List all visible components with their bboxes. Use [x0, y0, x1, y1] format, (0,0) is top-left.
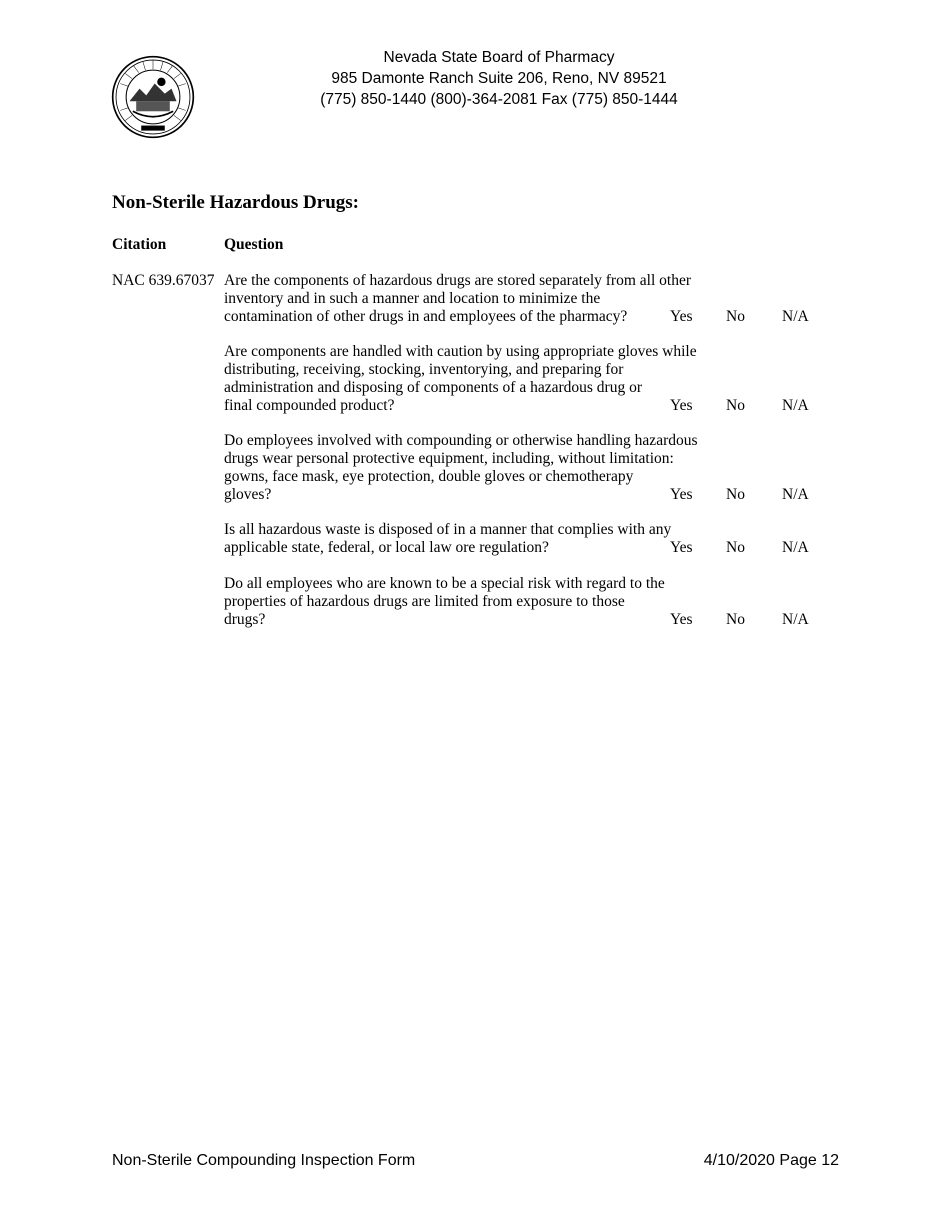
- question-1-line: contamination of other drugs in and employees of the pharmacy?: [224, 308, 628, 325]
- letterhead-phone-fax: (775) 850-1440 (800)-364-2081 Fax (775) 850-1444: [320, 91, 678, 108]
- question-5-line: Do all employees who are known to be a special risk with regard to the: [224, 575, 665, 592]
- question-4-answer-yes[interactable]: Yes: [670, 539, 693, 556]
- question-5-answer-no[interactable]: No: [726, 611, 745, 628]
- question-5-answer-yes[interactable]: Yes: [670, 611, 693, 628]
- question-1-line: inventory and in such a manner and location to minimize the: [224, 290, 601, 307]
- question-5-answer-na[interactable]: N/A: [782, 611, 809, 628]
- question-3-answer-na[interactable]: N/A: [782, 486, 809, 503]
- question-2-line: distributing, receiving, stocking, inventorying, and preparing for: [224, 361, 624, 378]
- footer-form-title: Non-Sterile Compounding Inspection Form: [112, 1152, 416, 1169]
- question-3-line: gloves?: [224, 486, 272, 503]
- question-5: [224, 575, 702, 629]
- question-2-answer-na[interactable]: N/A: [782, 397, 809, 414]
- question-3-line: Do employees involved with compounding or otherwise handling hazardous: [224, 432, 698, 449]
- question-1-answer-yes[interactable]: Yes: [670, 308, 693, 325]
- question-1-answer-na[interactable]: N/A: [782, 308, 809, 325]
- question-2-answer-yes[interactable]: Yes: [670, 397, 693, 414]
- question-5-line: drugs?: [224, 611, 266, 628]
- question-3-line: gowns, face mask, eye protection, double gloves or chemotherapy: [224, 468, 634, 485]
- question-4-line: applicable state, federal, or local law ore regulation?: [224, 539, 549, 556]
- question-5-line: properties of hazardous drugs are limited from exposure to those: [224, 593, 625, 610]
- section-title: Non-Sterile Hazardous Drugs:: [112, 192, 359, 213]
- question-4-answer-na[interactable]: N/A: [782, 539, 809, 556]
- letterhead: [260, 47, 738, 110]
- letterhead-address: 985 Damonte Ranch Suite 206, Reno, NV 89521: [331, 70, 667, 87]
- question-3-answer-yes[interactable]: Yes: [670, 486, 693, 503]
- column-header-citation: Citation: [112, 236, 167, 253]
- question-3: [224, 432, 702, 504]
- question-1-line: Are the components of hazardous drugs are stored separately from all other: [224, 272, 691, 289]
- question-4-line: Is all hazardous waste is disposed of in a manner that complies with any: [224, 521, 672, 538]
- column-header-question: Question: [224, 236, 284, 253]
- question-2: [224, 343, 702, 415]
- question-1: [224, 272, 702, 326]
- question-2-line: Are components are handled with caution by using appropriate gloves while: [224, 343, 697, 360]
- question-2-answer-no[interactable]: No: [726, 397, 745, 414]
- citation-code: NAC 639.67037: [112, 272, 215, 289]
- question-3-line: drugs wear personal protective equipment, including, without limitation:: [224, 450, 674, 467]
- question-4-answer-no[interactable]: No: [726, 539, 745, 556]
- question-2-line: administration and disposing of components of a hazardous drug or: [224, 379, 642, 396]
- footer-date-page: 4/10/2020 Page 12: [703, 1152, 839, 1169]
- letterhead-org-name: Nevada State Board of Pharmacy: [383, 49, 615, 66]
- question-2-line: final compounded product?: [224, 397, 395, 414]
- question-1-answer-no[interactable]: No: [726, 308, 745, 325]
- state-seal-icon: [111, 55, 195, 139]
- question-4: [224, 521, 702, 557]
- question-3-answer-no[interactable]: No: [726, 486, 745, 503]
